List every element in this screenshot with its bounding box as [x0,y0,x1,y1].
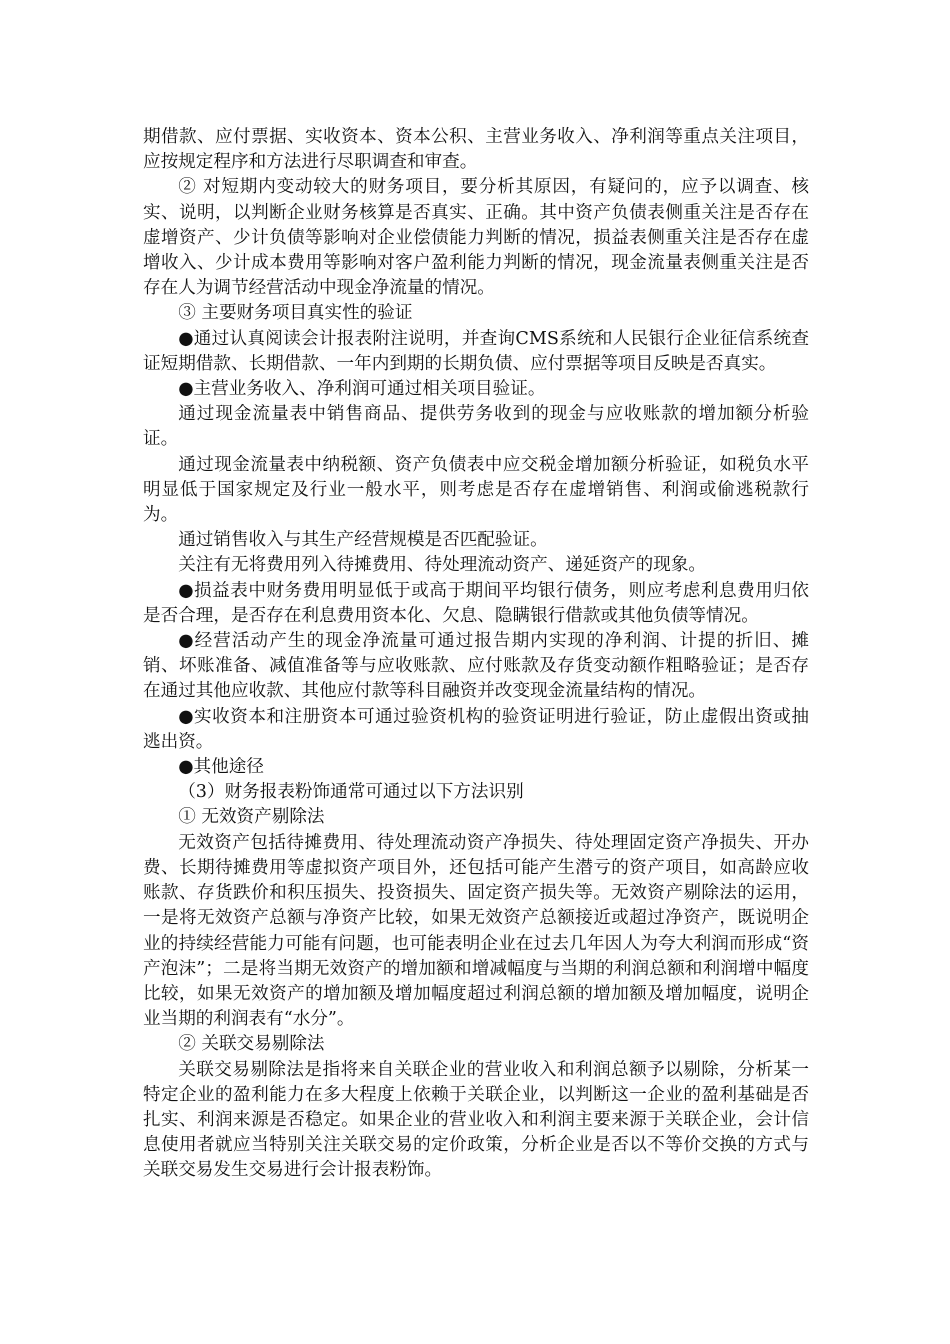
paragraph-9: 关注有无将费用列入待摊费用、待处理流动资产、递延资产的现象。 [178,555,707,576]
bullet-paragraph-4: ●经营活动产生的现金净流量可通过报告期内实现的净利润、计提的折旧、摊销、坏账准备、减值准备等与应收账款、应付账款及存货变动额作粗略验证；是否存在通过其他应收款、其他应付款等科目融资并改变现金流量结构的情况。 [143,631,809,702]
section-heading-3: ③ 主要财务项目真实性的验证 [178,303,413,324]
bullet-paragraph-5: ●实收资本和注册资本可通过验资机构的验资证明进行验证，防止虚假出资或抽逃出资。 [143,706,809,752]
subsection-heading-1: ① 无效资产剔除法 [178,807,325,828]
paragraph-6: 通过现金流量表中销售商品、提供劳务收到的现金与应收账款的增加额分析验证。 [143,404,809,450]
paragraph-7: 通过现金流量表中纳税额、资产负债表中应交税金增加额分析验证，如税负水平明显低于国家规定及行业一般水平，则考虑是否存在虚增销售、利润或偷逃税款行为。 [143,454,809,526]
bullet-paragraph-6: ●其他途径 [178,757,264,778]
subsection-heading-2: ② 关联交易剔除法 [178,1034,325,1055]
bullet-paragraph-3: ●损益表中财务费用明显低于或高于期间平均银行债务，则应考虑利息费用归依是否合理，是否存在利息费用资本化、欠息、隐瞒银行借款或其他负债等情况。 [143,580,809,626]
paragraph-18: 关联交易剔除法是指将来自关联企业的营业收入和利润总额予以剔除，分析某一特定企业的盈利能力在多大程度上依赖于关联企业，以判断这一企业的盈利基础是否扎实、利润来源是否稳定。如果企业的营业收入和利润主要来源于关联企业，会计信息使用者就应当特别关注关联交易的定价政策，分析企业是否以不等价交换的方式与关联交易发生交易进行会计报表粉饰。 [143,1059,809,1181]
bullet-paragraph-1: ●通过认真阅读会计报表附注说明，并查询CMS系统和人民银行企业征信系统查证短期借款、长期借款、一年内到期的长期负债、应付票据等项目反映是否真实。 [143,328,809,374]
paragraph-8: 通过销售收入与其生产经营规模是否匹配验证。 [178,530,548,551]
paragraph-2: ② 对短期内变动较大的财务项目，要分析其原因，有疑问的，应予以调查、核实、说明，以判断企业财务核算是否真实、正确。其中资产负债表侧重关注是否存在虚增资产、少计负债等影响对企业偿债能力判断的情况，损益表侧重关注是否存在虚增收入、少计成本费用等影响对客户盈利能力判断的情况，现金流量表侧重关注是否存在人为调节经营活动中现金净流量的情况。 [143,177,809,299]
bullet-paragraph-2: ●主营业务收入、净利润可通过相关项目验证。 [178,379,546,400]
paragraph-16: 无效资产包括待摊费用、待处理流动资产净损失、待处理固定资产净损失、开办费、长期待摊费用等虚拟资产项目外，还包括可能产生潜亏的资产项目，如高龄应收账款、存货跌价和积压损失、投资损失、固定资产损失等。无效资产剔除法的运用，一是将无效资产总额与净资产比较，如果无效资产总额接近或超过净资产，既说明企业的持续经营能力可能有问题，也可能表明企业在过去几年因人为夸大利润而形成“资产泡沫”；二是将当期无效资产的增加额和增减幅度与当期的利润总额和利润增中幅度比较，如果无效资产的增加额及增加幅度超过利润总额的增加额及增加幅度，说明企业当期的利润表有“水分”。 [143,832,809,1030]
paragraph-1: 期借款、应付票据、实收资本、资本公积、主营业务收入、净利润等重点关注项目，应按规定程序和方法进行尽职调查和审查。 [143,127,809,173]
section-heading-methods: （3）财务报表粉饰通常可通过以下方法识别 [178,782,524,803]
document-body [143,125,809,1184]
